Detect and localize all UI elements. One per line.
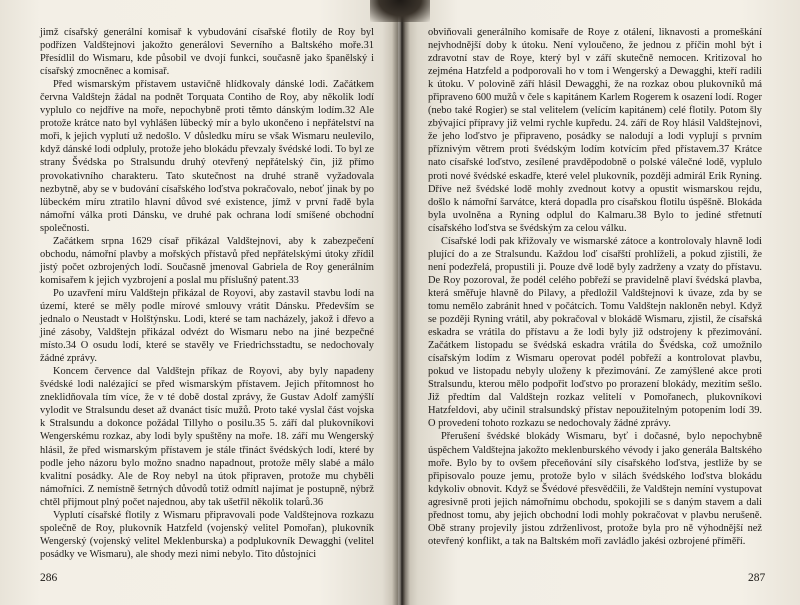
left-paragraph: Koncem července dal Valdštejn příkaz de Royovi, aby byly napadeny švédské lodi nalézající se před wismarským přístavem. Jejich přítomnost ho zneklidňovala tím více, že v té době dostal zprávy, že Gustav Adolf zamýšlí vylodit ve Stralsundu deset až dvanáct tisíc mužů. Proto také vyslal část vojska k Stralsundu a dokonce požádal Tillyho o posilu.35 5. září dal plukovníkovi Wengerskému rozkaz, aby lodi byly spuštěny na moře. 18. září mu Wengerský hlásil, že před wismarským přístavem je stále třináct švédských lodí, které by podle jeho názoru bylo možno snadno napadnout, protože měly slabé a málo kvalitní posádky. Ale de Roy nebyl na útok připraven, protože mu chyběli námořníci. Z nemístně šetrných důvodů totiž odmítl najímat je postupně, nýbrž chtěl přijmout plný počet najednou, aby tak ušetřil několik tolarů.36 — [40, 366, 374, 508]
right-paragraph: obviňovali generálního komisaře de Roye z otálení, liknavosti a promeškání nejvhodnější doby k útoku. Není vyloučeno, že jednou z příčin mohl být i zdravotní stav de Roye, který byl v září skutečně nemocen. Kritizoval ho zejména Hatzfeld a podporovali ho v tom i Wengerský a Dewagghi, kteří radili k útoku. V polovině září hlásil Dewagghi, že na rozkaz obou plukovníků má připraveno 600 mužů v čele s kapitánem Karlem Rogerem k osazení lodí. Roger (nebo také Rogier) se stal velitelem (velícím kapitánem) celé flotily. Potom šly zbývající přípravy již velmi rychle kupředu. 24. září de Roy hlásil Valdštejnovi, že jeho loďstvo je připraveno, posádky se nalodují a lodi vyplují s prvním příznivým větrem proti švédským lodím kotvícím před přístavem.37 Krátce nato císařské loďstvo, zesílené pravděpodobně o polské válečné lodě, vyplulo proti nové švédské eskadře, které velel plukovník, později admirál Erik Ryning. Dříve než švédské lodě mohly zvednout kotvy a opustit wismarskou rejdu, došlo k námořní šarvátce, která dopadla pro císařskou flotilu úspěšně. Blokáda byla uvolněna a Ryning odplul do Kalmaru.38 Bylo to jediné střetnutí císařského loďstva se švédským za celou válku. — [428, 27, 762, 234]
left-paragraph: Vyplutí císařské flotily z Wismaru připravovali pode Valdštejnova rozkazu společně de Roy, plukovník Hatzfeld (vojenský velitel Pomořan), plukovník Wengerský (vojenský velitel Meklenburska) a podplukovník Dewagghi (velitel posádky ve Wismaru), ale shody mezi nimi nebylo. Tito důstojníci — [40, 509, 374, 560]
left-paragraph: Začátkem srpna 1629 císař přikázal Valdštejnovi, aby k zabezpečení obchodu, námořní plavby a mořských přístavů před nepřátelskými útoky zřídil jistý počet ozbrojených lodí. Současně jmenoval Gabriela de Roy generálním komisařem k jejich vyzbrojení a poslal mu příslušný patent.33 — [40, 235, 374, 286]
right-page-number: 287 — [748, 572, 766, 584]
page-fold-shadow — [370, 0, 430, 22]
book-gutter — [392, 0, 410, 605]
right-page-text — [428, 26, 762, 548]
right-paragraph: Císařské lodi pak křižovaly ve wismarské zátoce a kontrolovaly hlavně lodi plující do a ze Stralsundu. Každou loď císařští prohlíželi, a pokud zjistili, že není podezřelá, propustili ji. Pouze dvě lodě byly zadrženy a vzaty do přístavu. De Roy pozoroval, že podél celého pobřeží se pravidelně plaví švédská plavba, která směřuje hlavně do Pilavy, a předložil Valdštejnovi k úvaze, zda by se tomu nemělo zabránit hned v počátcích. Tomu Valdštejn nakloněn nebyl. Když se později Ryning vrátil, aby pokračoval v blokádě Wismaru, zjistil, že císařská eskadra se vrátila do přístavu a že lodi byly již odstrojeny k přezimování. Začátkem listopadu se švédská eskadra vrátila do Švédska, což umožnilo císařským lodím z Wismaru operovat podél pobřeží a kontrolovat plavbu, pokud ve listopadu nebyly uloženy k přezimování. Ze zamýšlené akce proti Stralsundu, kterou mělo podpořit loďstvo po prorazení blokády, mezitím sešlo. Již předtím dal Valdštejn rozkaz velitelí v Pomořanech, plukovníkovi Hatzfeldovi, aby učinil stralsundský přístav nepoužitelným potopením lodí 39. O provedení tohoto rozkazu se nedochovaly žádné zprávy. — [428, 235, 762, 430]
right-page — [402, 0, 800, 605]
right-paragraph: Přerušení švédské blokády Wismaru, byť i dočasné, bylo nepochybně úspěchem Valdštejna jakožto meklenburského vévody i jako generála Baltského moře. Bylo by to ovšem přeceňování síly císařského loďstva, jestliže by se připisovalo pouze jemu, protože bylo v silách švédského loďstva blokádu kdykoliv obnovit. Když se Švédové přesvědčili, že Valdštejn nemíní vystupovat agresivně proti jejich námořnímu obchodu, spokojili se s daným stavem a dali přednost tomu, aby jejich obchodní lodi mohly pokračovat v plavbu nerušeně. Obě strany projevily jistou zdrženlivost, protože byla pro ně výhodnější než otevřený konflikt, a tak na Baltském moři zavládlo jakési ozbrojené příměří. — [428, 431, 762, 547]
left-paragraph: Před wismarským přístavem ustavičně hlídkovaly dánské lodi. Začátkem června Valdštejn žádal na podnět Torquata Contiho de Roy, aby několik lodí vyplulo co nejdříve na moře, nepochybně proti těmto dánským lodím.32 Ale protože krátce nato byl vyhlášen lübecký mír a bylo ukončeno i nepřátelství na moři, k jejich vyplutí už nedošlo. V důsledku míru se však Wismaru neulevilo, když dánské lodi odpluly, protože jeho blokádu převzaly švédské lodi. To byl ze strany Švédska po Stralsundu druhý otevřený nepřátelský čin, již přímo provokativního charakteru. Tato skutečnost na druhé straně vyžadovala nezbytně, aby se v budování císařského loďstva pokračovalo, neboť jinak by po lübeckém míru ztratilo hlavní důvod své existence, jímž v první řadě byla námořní válka proti Dánsku, ve druhé pak ochrana lodí smíšené obchodní společnosti. — [40, 79, 374, 234]
left-page — [0, 0, 398, 605]
left-page-number: 286 — [40, 572, 58, 584]
left-page-text — [40, 26, 374, 561]
left-paragraph: jimž císařský generální komisař k vybudování císařské flotily de Roy byl podřízen Valdštejnovi jakožto generálovi Severního a Baltského moře.31 Přesídlil do Wismaru, kde působil ve dvojí funkci, současně jako španělský i císařský zmocněnec a komisař. — [40, 27, 374, 78]
left-paragraph: Po uzavření míru Valdštejn přikázal de Royovi, aby zastavil stavbu lodí na území, které se měly podle mírové smlouvy vrátit Dánsku. Především se jednalo o Neustadt v Holštýnsku. Lodi, které se tam nacházely, jakož i dřevo a jiné zásoby, Valdštejn přikázal odvézt do Wismaru nebo na jiné bezpečné místo.34 O osudu lodí, které se stavěly ve Friedrichsstadtu, se nedochovaly žádné zprávy. — [40, 287, 374, 365]
